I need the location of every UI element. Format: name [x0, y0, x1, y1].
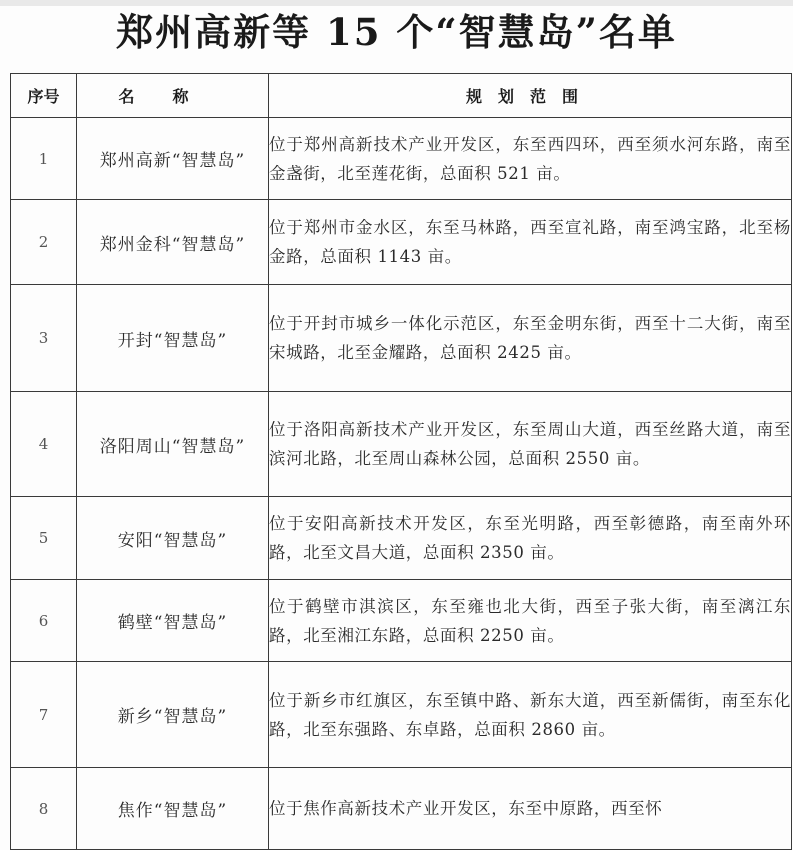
header-range: 规划范围 [269, 74, 792, 118]
table-header-row [11, 74, 792, 118]
document-title: 郑州高新等 15 个“智慧岛”名单 [116, 10, 677, 54]
row-name: 焦作“智慧岛” [77, 768, 269, 850]
row-range: 位于郑州市金水区，东至马林路，西至宣礼路，南至鸿宝路，北至杨金路，总面积 1143 亩。 [269, 200, 792, 285]
row-name: 郑州高新“智慧岛” [77, 118, 269, 200]
row-num: 8 [11, 768, 77, 850]
row-range: 位于新乡市红旗区，东至镇中路、新东大道，西至新儒街，南至东化路，北至东强路、东卓路，总面积 2860 亩。 [269, 662, 792, 768]
row-num: 5 [11, 497, 77, 580]
row-name: 新乡“智慧岛” [77, 662, 269, 768]
row-range: 位于郑州高新技术产业开发区，东至西四环，西至须水河东路，南至金盏街，北至莲花街，总面积 521 亩。 [269, 118, 792, 200]
table-row [11, 200, 792, 285]
row-range: 位于开封市城乡一体化示范区，东至金明东街，西至十二大街，南至宋城路，北至金耀路，总面积 2425 亩。 [269, 285, 792, 392]
header-name: 名称 [77, 74, 269, 118]
row-range: 位于安阳高新技术开发区，东至光明路，西至彰德路，南至南外环路，北至文昌大道，总面积 2350 亩。 [269, 497, 792, 580]
row-range: 位于洛阳高新技术产业开发区，东至周山大道，西至丝路大道，南至滨河北路，北至周山森林公园，总面积 2550 亩。 [269, 392, 792, 497]
row-num: 1 [11, 118, 77, 200]
row-name: 郑州金科“智慧岛” [77, 200, 269, 285]
table-row [11, 580, 792, 662]
row-num: 3 [11, 285, 77, 392]
row-name: 鹤壁“智慧岛” [77, 580, 269, 662]
row-num: 4 [11, 392, 77, 497]
table-row [11, 768, 792, 850]
row-range: 位于鹤壁市淇滨区，东至雍也北大街，西至子张大街，南至漓江东路，北至湘江东路，总面积 2250 亩。 [269, 580, 792, 662]
row-name: 开封“智慧岛” [77, 285, 269, 392]
row-name: 洛阳周山“智慧岛” [77, 392, 269, 497]
row-num: 2 [11, 200, 77, 285]
row-num: 6 [11, 580, 77, 662]
table-row [11, 118, 792, 200]
island-list-table [10, 73, 792, 850]
row-name: 安阳“智慧岛” [77, 497, 269, 580]
row-num: 7 [11, 662, 77, 768]
table-row [11, 662, 792, 768]
table-row [11, 497, 792, 580]
top-edge-strip [0, 0, 793, 6]
table-row [11, 392, 792, 497]
header-num: 序号 [11, 74, 77, 118]
table-row [11, 285, 792, 392]
row-range: 位于焦作高新技术产业开发区，东至中原路，西至怀 [269, 768, 792, 850]
